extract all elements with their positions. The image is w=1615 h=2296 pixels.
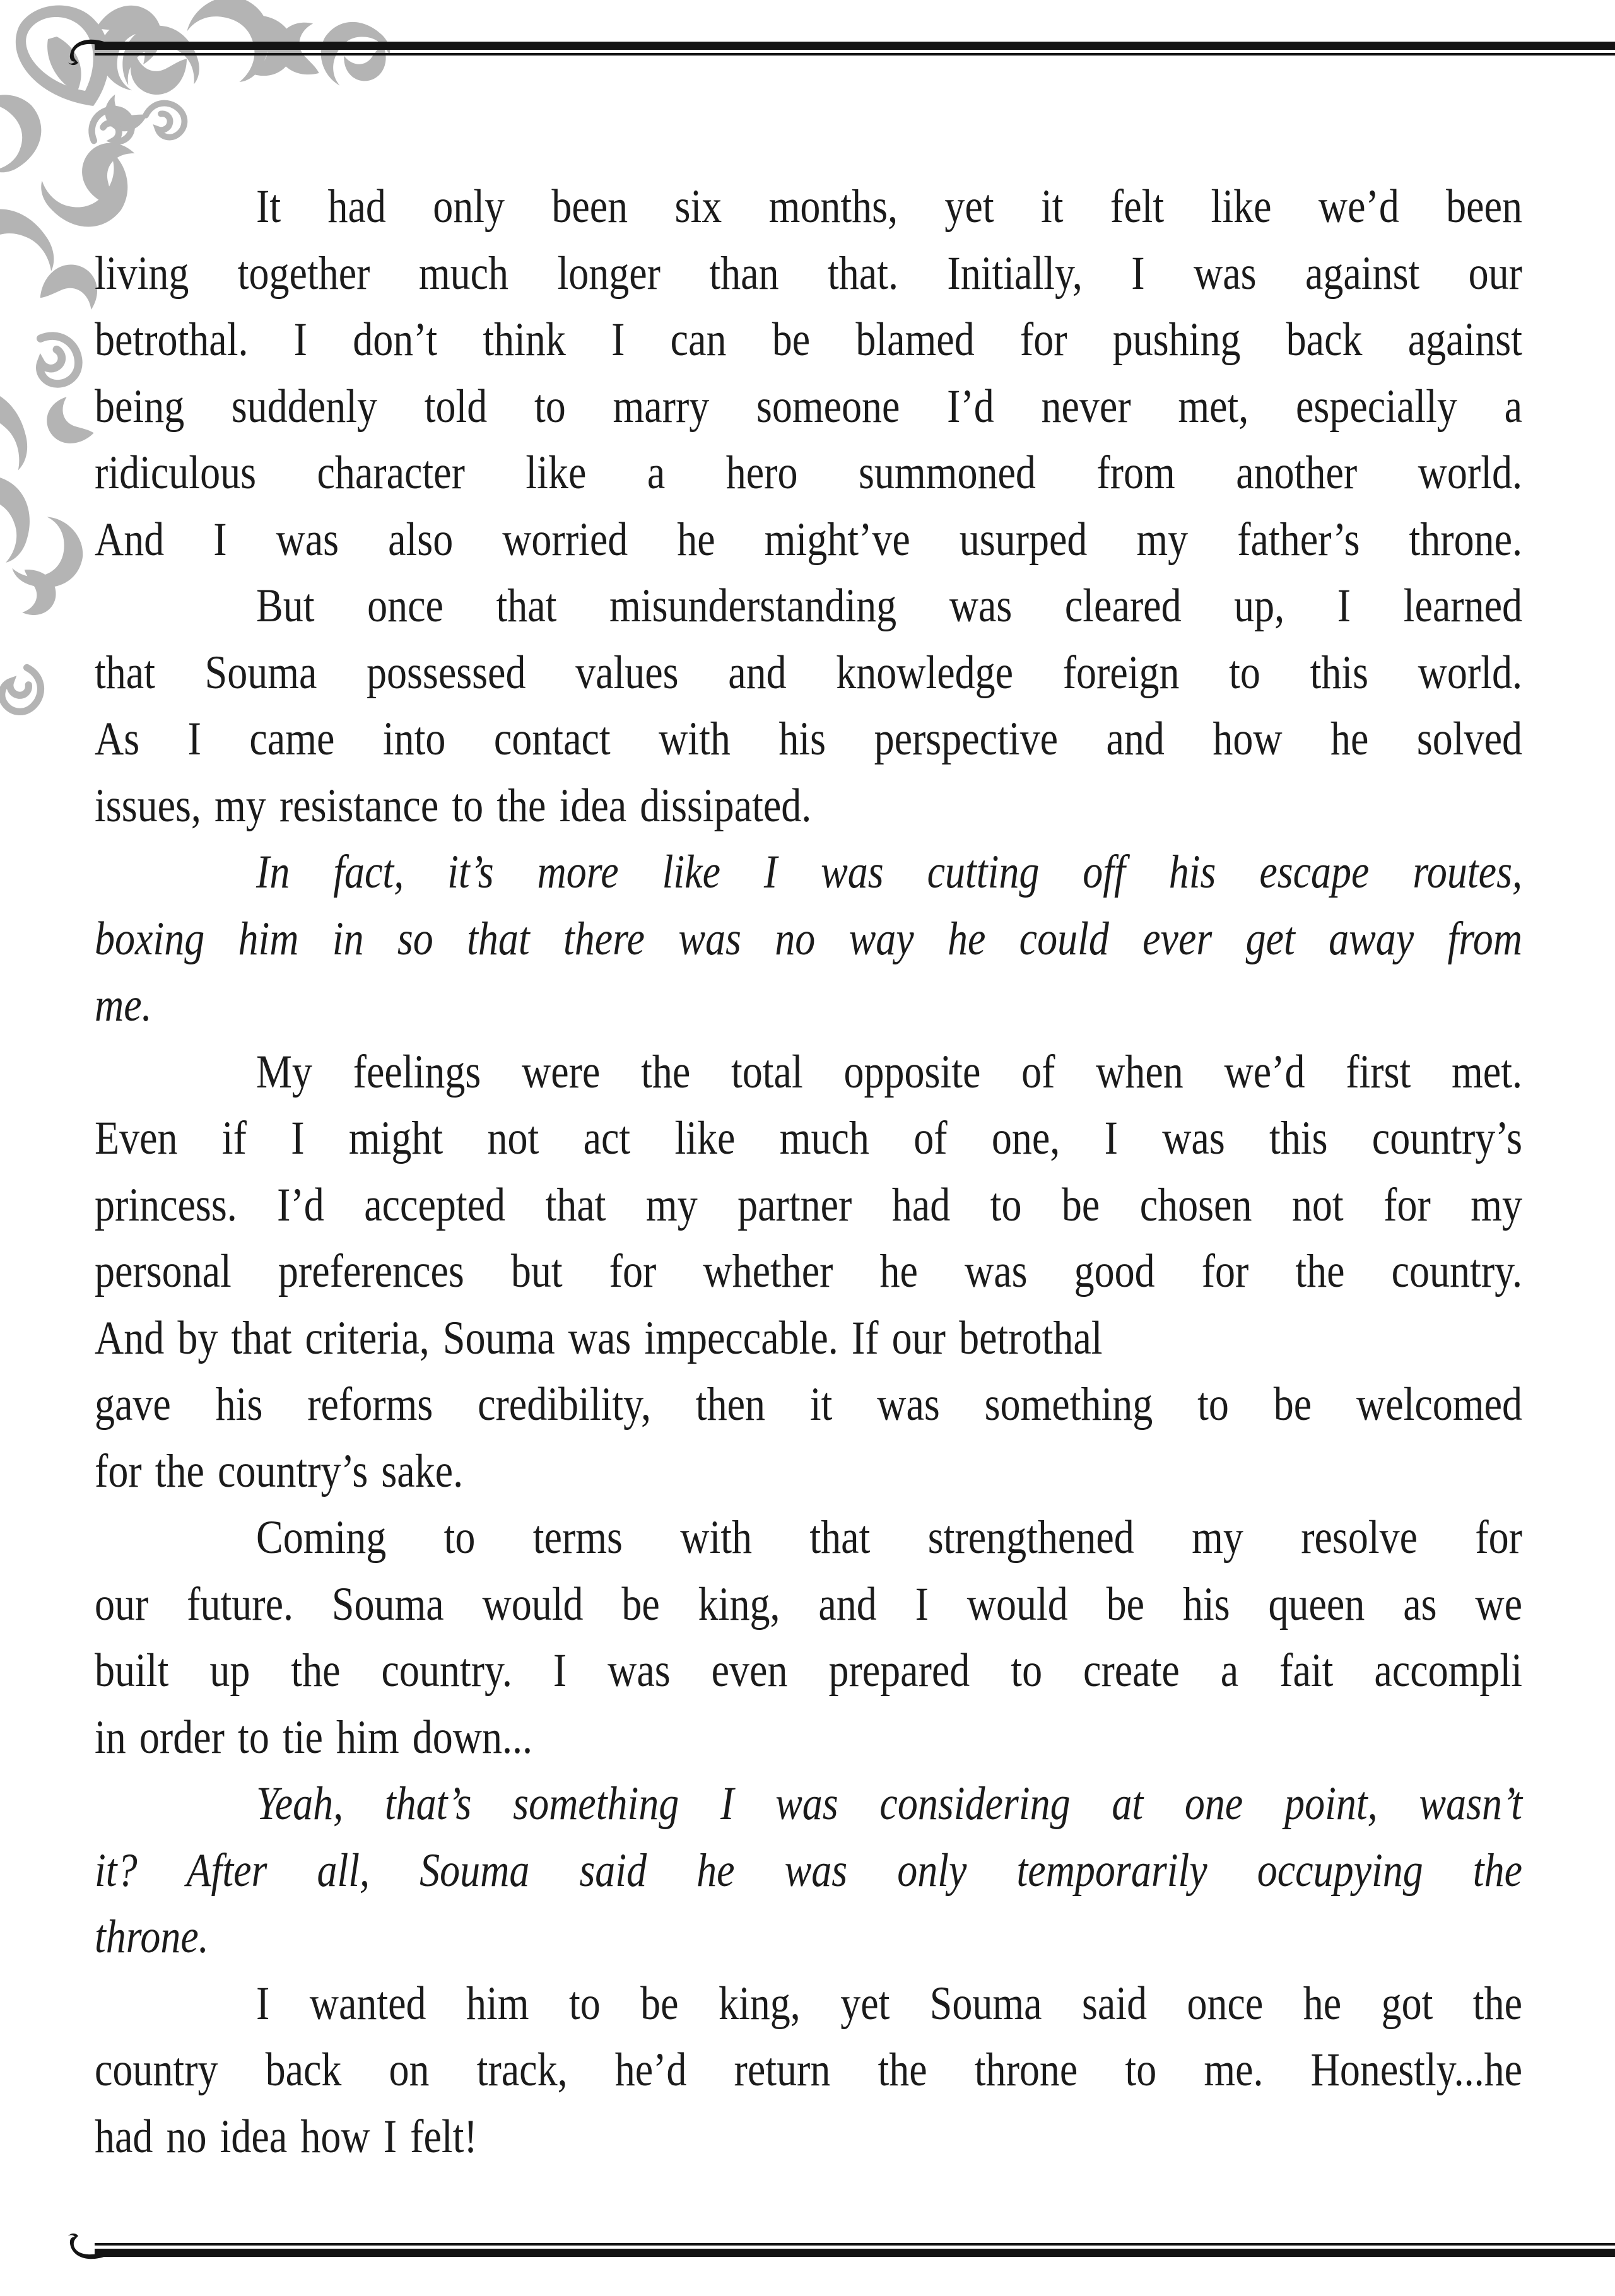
text-line: country back on track, he’d return the throne to me. Honestly...he (95, 2042, 1522, 2096)
text-line: gave his reforms credibility, then it was something to be welcomed (95, 1377, 1522, 1431)
paragraph (95, 840, 1522, 1040)
text-line: In fact, it’s more like I was cutting off his escape routes, (256, 845, 1522, 898)
text-line: And I was also worried he might’ve usurped my father’s throne. (95, 512, 1522, 565)
text-line: that Souma possessed values and knowledge foreign to this world. (95, 645, 1522, 698)
text-line: It had only been six months, yet it felt like we’d been (256, 179, 1522, 233)
bottom-rule (66, 2223, 1615, 2263)
text-line: boxing him in so that there was no way he could ever get away from (95, 911, 1522, 964)
text-line: Coming to terms with that strengthened my resolve for (256, 1510, 1522, 1564)
text-line: issues, my resistance to the idea dissipated. (95, 778, 812, 831)
text-line: ridiculous character like a hero summoned from another world. (95, 445, 1522, 499)
text-line: living together much longer than that. Initially, I was against our (95, 246, 1522, 299)
text-line: As I came into contact with his perspective and how he solved (95, 712, 1522, 765)
top-rule (66, 35, 1615, 76)
text-line: throne. (95, 1909, 209, 1963)
text-line: But once that misunderstanding was cleared up, I learned (256, 578, 1522, 632)
rule-swash-icon (70, 40, 106, 62)
text-line: princess. I’d accepted that my partner had to be chosen not for my (95, 1178, 1522, 1231)
paragraph (95, 1505, 1522, 1771)
paragraph (95, 1771, 1522, 1971)
text-line: for the country’s sake. (95, 1444, 464, 1497)
text-line: Yeah, that’s something I was considering at one point, wasn’t (256, 1776, 1522, 1830)
rule-swash-icon (70, 2237, 106, 2259)
text-line: I wanted him to be king, yet Souma said once he got the (256, 1976, 1522, 2029)
text-line: me. (95, 978, 152, 1031)
text-line: And by that criteria, Souma was impeccable. If our betrothal (95, 1311, 1103, 1364)
text-line: built up the country. I was even prepared to create a fait accompli (95, 1643, 1522, 1697)
text-line: it? After all, Souma said he was only temporarily occupying the (95, 1843, 1522, 1896)
text-block (95, 174, 1522, 2170)
paragraph (95, 573, 1522, 840)
text-line: Even if I might not act like much of one, I was this country’s (95, 1111, 1522, 1164)
text-line: being suddenly told to marry someone I’d never met, especially a (95, 379, 1522, 432)
paragraph (95, 1971, 1522, 2171)
text-line: betrothal. I don’t think I can be blamed for pushing back against (95, 312, 1522, 366)
text-line: My feelings were the total opposite of when we’d first met. (256, 1045, 1522, 1098)
text-line: personal preferences but for whether he was good for the country. (95, 1244, 1522, 1297)
text-line: had no idea how I felt! (95, 2109, 478, 2162)
text-line: in order to tie him down... (95, 1710, 532, 1763)
paragraph (95, 174, 1522, 573)
text-line: our future. Souma would be king, and I would be his queen as we (95, 1577, 1522, 1630)
paragraph (95, 1040, 1522, 1506)
